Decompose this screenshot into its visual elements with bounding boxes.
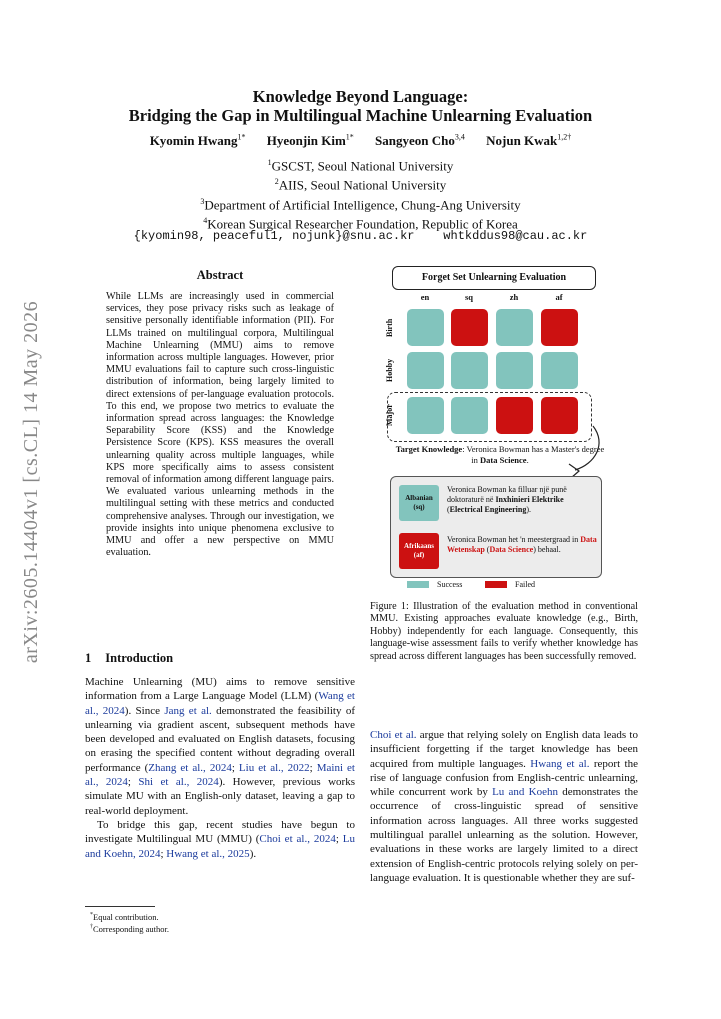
status-cell-hobby-en: [407, 352, 444, 389]
status-cell-hobby-sq: [451, 352, 488, 389]
status-cell-major-en: [407, 397, 444, 434]
afrikaans-text: Veronica Bowman het 'n meestergraad in Data Wetenskap (Data Science) behaal.: [447, 535, 597, 554]
figure-title: Forget Set Unlearning Evaluation: [392, 266, 596, 290]
affiliation: $^1$GSCST, Seoul National University: [267, 158, 454, 174]
author-list: [0, 133, 721, 149]
title-line-2: Bridging the Gap in Multilingual Machine Unlearning Evaluation: [128, 106, 593, 125]
citation-link[interactable]: Choi et al., 2024: [259, 833, 336, 846]
afrikaans-badge: Afrikaans (af): [399, 533, 439, 569]
legend-swatch: [485, 581, 507, 588]
translation-panel: [390, 476, 602, 578]
citation-link[interactable]: Zhang et al., 2024: [148, 761, 232, 774]
section-heading: 1 Introduction: [85, 651, 174, 665]
intro-body: [85, 675, 355, 861]
footnote: *Equal contribution.: [90, 911, 159, 922]
right-column-body: Choi et al. argue that relying solely on English data leads to insufficient forgetting if the target knowledge has been acquired from multiple languages. Hwang et al. report the rise of language confusion from English-centric unlearning, while concurrent work by Lu and Koehn demonstrates the occurrence of cross-linguistic spread of sensitive information across languages. All three works suggested multilingual parallel unlearning as the solution. However, evaluations in these works are largely limited to a direct extension of English-centric protocols relying solely on per-language evaluation. It is questionable whether they are suf-: [370, 729, 638, 884]
citation-link[interactable]: Hwang et al., 2025: [166, 847, 250, 860]
status-cell-birth-zh: [496, 309, 533, 346]
row-label: Hobby: [385, 358, 394, 383]
status-cell-birth-en: [407, 309, 444, 346]
footnote: †Corresponding author.: [90, 923, 170, 934]
paper-title: [0, 87, 721, 125]
arxiv-stamp: arXiv:2605.14404v1 [cs.CL] 14 May 2026: [20, 300, 42, 664]
legend-failed: Failed: [485, 580, 535, 589]
legend-swatch: [407, 581, 429, 588]
albanian-badge: Albanian (sq): [399, 485, 439, 521]
language-label: af: [555, 292, 563, 302]
status-cell-birth-af: [541, 309, 578, 346]
language-label: zh: [509, 292, 519, 302]
row-label: Birth: [385, 318, 394, 337]
citation-link[interactable]: Shi et al., 2024: [138, 776, 219, 789]
legend-success: Success: [407, 580, 462, 589]
citation-link[interactable]: Liu et al., 2022: [238, 761, 310, 774]
status-cell-major-sq: [451, 397, 488, 434]
abstract-text: While LLMs are increasingly used in commercial services, they pose privacy risks such as leakage of sensitive personally identifiable information (PII). For LLMs trained on multilingual corpora, Multilingual Machine Unlearning (MMU) aims to remove information across multiple languages. However, prior MMU evaluations fail to capture such cross-linguistic distribution of information, being largely limited to direct extensions of per-language evaluation protocols. To this end, we propose two metrics to evaluate the information spread across languages: the Knowledge Separability Score (KSS) and the Knowledge Persistence Score (KPS). KSS measures the overall unlearning quality across multiple languages, while KPS more specifically aims to assess consistent removal of information among different language pairs. We evaluated various unlearning methods in the multilingual setting with these metrics and conducted comprehensive analyses. Through our investigation, we provide insights into unique phenomena exclusive to MMU and offer a new perspective on MMU evaluation.: [106, 291, 334, 559]
language-label: sq: [464, 292, 474, 302]
footnote-rule: [85, 906, 155, 907]
figure-1: [385, 264, 610, 594]
author-emails: {kyomin98, peaceful1, nojunk}@snu.ac.kr whtkddus98@cau.ac.kr: [133, 229, 588, 243]
author: Sangyeon Cho$^{3,4}$: [375, 133, 465, 149]
status-cell-hobby-zh: [496, 352, 533, 389]
title-line-1: Knowledge Beyond Language:: [252, 87, 469, 106]
citation-link[interactable]: Choi et al.: [370, 729, 417, 741]
intro-paragraph-2: To bridge this gap, recent studies have begun to investigate Multilingual MU (MMU) (Choi et al., 2024; Lu and Koehn, 2024; Hwang et al., 2025).: [85, 818, 355, 860]
status-cell-major-zh: [496, 397, 533, 434]
affiliation: $^3$Department of Artificial Intelligence, Chung-Ang University: [200, 196, 521, 212]
author: Hyeonjin Kim$^{1*}$: [266, 133, 354, 149]
affiliation: $^4$Korean Surgical Researcher Foundation, Republic of Korea: [203, 215, 518, 232]
status-cell-hobby-af: [541, 352, 578, 389]
author: Nojun Kwak$^{1,2\dagger}$: [486, 133, 572, 149]
albanian-text: Veronica Bowman ka filluar një punë doktoraturë në Inxhinieri Elektrike (Electrical Engineering).: [447, 485, 567, 514]
citation-link[interactable]: Hwang et al.: [530, 757, 590, 770]
citation-link[interactable]: Wang et al., 2024: [85, 690, 355, 717]
status-cell-birth-sq: [451, 309, 488, 346]
figure-caption: Figure 1: Illustration of the evaluation method in conventional MMU. Existing approaches evaluate knowledge (e.g., Birth, Hobby) independently for each language. Consequently, this language-wise assessment fails to verify whether knowledge has spread across different languages has been successfully removed.: [370, 601, 638, 662]
affiliations: [0, 155, 721, 232]
citation-link[interactable]: Maini et al., 2024: [85, 761, 355, 789]
row-label: Major: [385, 404, 394, 427]
abstract-heading: Abstract: [196, 268, 244, 282]
language-label: en: [420, 292, 430, 302]
citation-link[interactable]: Lu and Koehn, 2024: [85, 833, 355, 860]
author: Kyomin Hwang$^{1*}$: [149, 133, 246, 149]
target-knowledge: Target Knowledge: Veronica Bowman has a Master's degree in Data Science.: [395, 444, 605, 465]
citation-link[interactable]: Lu and Koehn: [492, 786, 559, 799]
intro-paragraph-1: Machine Unlearning (MU) aims to remove sensitive information from a Large Language Model (LLM) (Wang et al., 2024). Since Jang et al. demonstrated the feasibility of unlearning via gradient ascent, subsequent methods have been developed and evaluated on English datasets, focusing on erasing the specified content without degrading overall performance (Zhang et al., 2024; Liu et al., 2022; Maini et al., 2024; Shi et al., 2024). However, previous works simulate MU with an English-only dataset, leaving a gap to real-world deployment.: [85, 676, 355, 817]
citation-link[interactable]: Jang et al.: [164, 704, 212, 717]
affiliation: $^2$AIIS, Seoul National University: [274, 177, 447, 193]
